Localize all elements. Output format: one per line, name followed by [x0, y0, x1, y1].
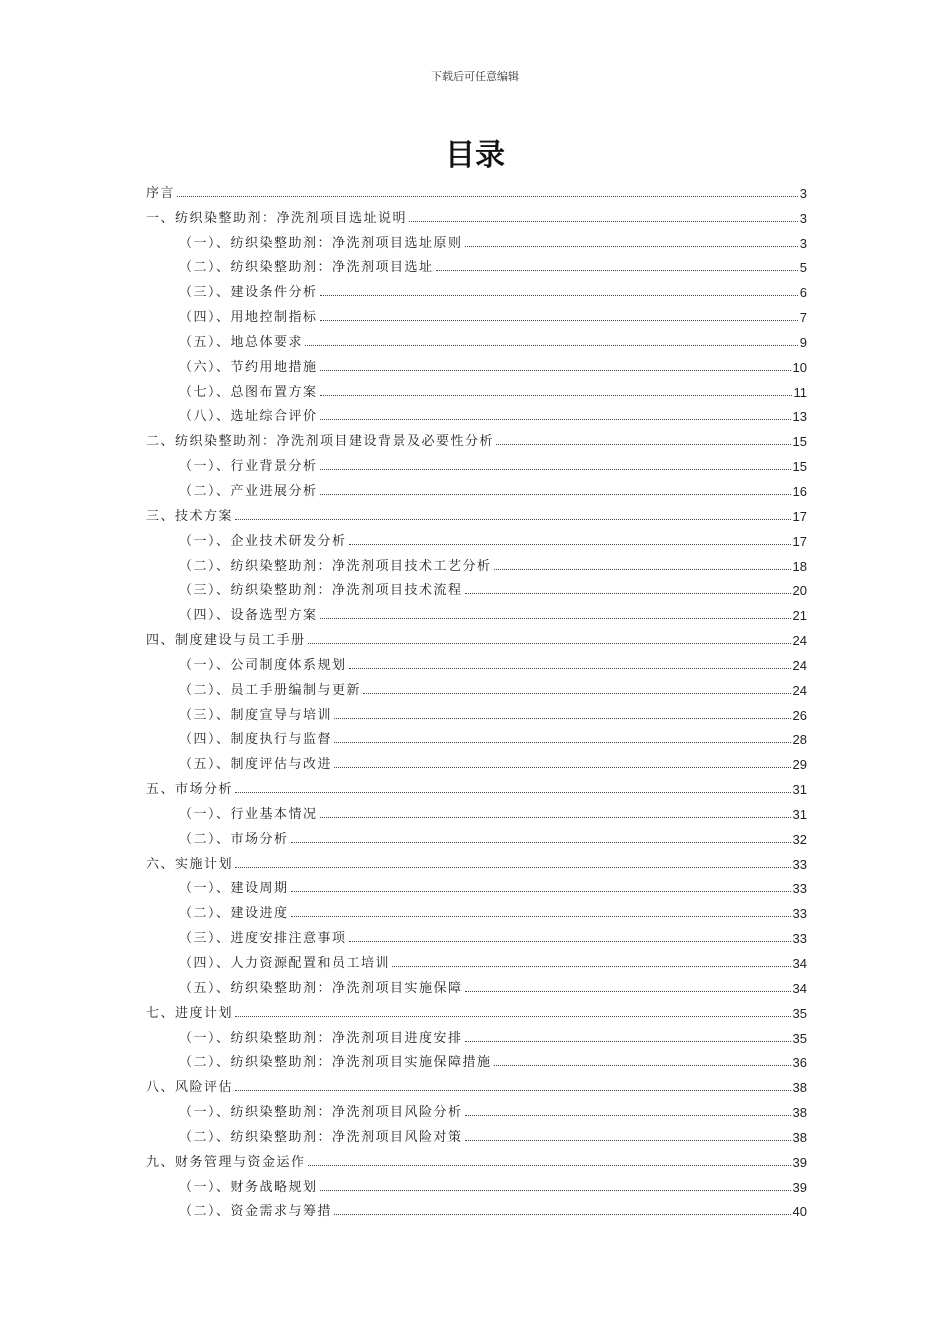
dot-leader: [320, 816, 791, 818]
toc-entry-page-number: 31: [792, 782, 807, 798]
toc-entry[interactable]: [146, 1170, 807, 1195]
toc-entry[interactable]: [146, 921, 807, 946]
dot-leader: [320, 369, 791, 371]
toc-entry-page-number: 9: [799, 334, 807, 350]
dot-leader: [235, 1089, 791, 1091]
toc-entry-page-number: 3: [799, 185, 807, 201]
dot-leader: [465, 1040, 791, 1042]
dot-leader: [235, 518, 791, 520]
dot-leader: [496, 443, 791, 445]
header-note: 下载后可任意编辑: [431, 70, 519, 83]
dot-leader: [465, 1139, 791, 1141]
toc-entry[interactable]: [146, 946, 807, 971]
toc-entry-label: （五）、纺织染整助剂：净洗剂项目实施保障: [179, 980, 463, 996]
toc-entry-label: 九、财务管理与资金运作: [146, 1154, 306, 1170]
dot-leader: [320, 418, 791, 420]
dot-leader: [308, 642, 791, 644]
toc-entry[interactable]: [146, 574, 807, 599]
toc-entry-page-number: 33: [792, 881, 807, 897]
toc-entry[interactable]: [146, 971, 807, 996]
dot-leader: [409, 220, 798, 222]
toc-entry[interactable]: [146, 1046, 807, 1071]
dot-leader: [465, 1114, 791, 1116]
toc-entry-label: （四）、用地控制指标: [179, 310, 318, 326]
toc-entry-page-number: 24: [792, 633, 807, 649]
toc-entry-page-number: 33: [792, 931, 807, 947]
toc-entry[interactable]: [146, 1195, 807, 1220]
dot-leader: [349, 543, 791, 545]
toc-entry-label: （四）、制度执行与监督: [179, 732, 333, 748]
toc-entry-label: （一）、纺织染整助剂：净洗剂项目选址原则: [179, 235, 463, 251]
toc-entry-page-number: 26: [792, 707, 807, 723]
toc-entry[interactable]: [146, 598, 807, 623]
toc-entry[interactable]: [146, 772, 807, 797]
toc-entry-page-number: 3: [799, 235, 807, 251]
toc-entry[interactable]: [146, 1095, 807, 1120]
toc-entry-page-number: 20: [792, 583, 807, 599]
toc-entry[interactable]: [146, 872, 807, 897]
toc-entry-page-number: 35: [792, 1005, 807, 1021]
toc-entry-page-number: 39: [792, 1154, 807, 1170]
toc-entry[interactable]: [146, 176, 807, 201]
toc-entry-label: （一）、行业背景分析: [179, 459, 318, 475]
toc-entry-page-number: 21: [792, 608, 807, 624]
toc-entry-label: （三）、纺织染整助剂：净洗剂项目技术流程: [179, 583, 463, 599]
toc-entry-page-number: 35: [792, 1030, 807, 1046]
toc-entry[interactable]: [146, 400, 807, 425]
toc-entry-page-number: 18: [792, 558, 807, 574]
dot-leader: [320, 493, 791, 495]
toc-list: [146, 176, 807, 1219]
toc-entry-label: 序言: [146, 185, 176, 201]
toc-entry-label: （二）、建设进度: [179, 906, 289, 922]
toc-entry[interactable]: [146, 300, 807, 325]
toc-entry-page-number: 40: [792, 1204, 807, 1220]
dot-leader: [177, 195, 798, 197]
toc-entry-label: （五）、地总体要求: [179, 334, 304, 350]
toc-entry[interactable]: [146, 449, 807, 474]
toc-entry-label: （一）、纺织染整助剂：净洗剂项目风险分析: [179, 1105, 463, 1121]
toc-entry-label: （一）、公司制度体系规划: [179, 657, 347, 673]
toc-entry-page-number: 7: [799, 310, 807, 326]
toc-entry-label: （三）、建设条件分析: [179, 285, 318, 301]
toc-entry-page-number: 10: [792, 359, 807, 375]
toc-entry[interactable]: [146, 424, 807, 449]
toc-entry-label: （三）、进度安排注意事项: [179, 931, 347, 947]
toc-entry[interactable]: [146, 499, 807, 524]
dot-leader: [334, 741, 791, 743]
toc-entry[interactable]: [146, 623, 807, 648]
dot-leader: [320, 1189, 791, 1191]
dot-leader: [363, 692, 791, 694]
toc-entry-page-number: 5: [799, 260, 807, 276]
toc-entry-page-number: 36: [792, 1055, 807, 1071]
toc-entry[interactable]: [146, 251, 807, 276]
toc-entry[interactable]: [146, 723, 807, 748]
toc-entry-label: （四）、人力资源配置和员工培训: [179, 956, 391, 971]
toc-entry-page-number: 24: [792, 682, 807, 698]
toc-entry-label: 一、纺织染整助剂：净洗剂项目选址说明: [146, 210, 408, 226]
toc-entry[interactable]: [146, 747, 807, 772]
dot-leader: [349, 940, 791, 942]
dot-leader: [392, 965, 791, 967]
toc-entry-page-number: 33: [792, 906, 807, 922]
toc-entry-label: （二）、纺织染整助剂：净洗剂项目风险对策: [179, 1129, 463, 1145]
toc-entry-page-number: 34: [792, 956, 807, 971]
toc-entry-page-number: 38: [792, 1129, 807, 1145]
toc-entry-page-number: 32: [792, 831, 807, 847]
dot-leader: [465, 592, 791, 594]
toc-entry[interactable]: [146, 896, 807, 921]
dot-leader: [320, 319, 798, 321]
dot-leader: [334, 766, 791, 768]
toc-entry-label: 二、纺织染整助剂：净洗剂项目建设背景及必要性分析: [146, 434, 495, 450]
toc-entry-label: （二）、资金需求与筹措: [179, 1204, 333, 1220]
toc-entry[interactable]: [146, 1021, 807, 1046]
toc-entry-label: 四、制度建设与员工手册: [146, 633, 306, 649]
toc-entry-page-number: 28: [792, 732, 807, 748]
toc-entry[interactable]: [146, 375, 807, 400]
dot-leader: [320, 294, 798, 296]
toc-entry-page-number: 17: [792, 508, 807, 524]
toc-entry[interactable]: [146, 673, 807, 698]
toc-entry-label: （二）、产业进展分析: [179, 483, 318, 499]
toc-entry-label: （一）、财务战略规划: [179, 1179, 318, 1195]
toc-entry[interactable]: [146, 1070, 807, 1095]
toc-entry-page-number: 38: [792, 1080, 807, 1096]
toc-entry[interactable]: [146, 549, 807, 574]
dot-leader: [436, 269, 798, 271]
toc-entry-label: （六）、节约用地措施: [179, 359, 318, 375]
toc-entry[interactable]: [146, 822, 807, 847]
dot-leader: [320, 617, 791, 619]
toc-entry-page-number: 16: [792, 483, 807, 499]
toc-entry-page-number: 24: [792, 657, 807, 673]
dot-leader: [291, 915, 791, 917]
dot-leader: [308, 1164, 791, 1166]
toc-entry-label: （一）、纺织染整助剂：净洗剂项目进度安排: [179, 1030, 463, 1046]
toc-entry-label: （一）、建设周期: [179, 881, 289, 897]
toc-entry-label: （四）、设备选型方案: [179, 608, 318, 624]
toc-entry[interactable]: [146, 797, 807, 822]
dot-leader: [320, 394, 792, 396]
toc-entry-page-number: 3: [799, 210, 807, 226]
dot-leader: [465, 990, 791, 992]
toc-entry-label: （二）、纺织染整助剂：净洗剂项目技术工艺分析: [179, 558, 492, 574]
dot-leader: [291, 841, 791, 843]
toc-entry[interactable]: [146, 648, 807, 673]
toc-entry-page-number: 31: [792, 806, 807, 822]
toc-entry[interactable]: [146, 996, 807, 1021]
dot-leader: [291, 890, 791, 892]
toc-entry-label: 三、技术方案: [146, 508, 234, 524]
toc-entry-page-number: 38: [792, 1105, 807, 1121]
dot-leader: [235, 866, 791, 868]
toc-entry[interactable]: [146, 275, 807, 300]
toc-entry-label: （八）、选址综合评价: [179, 409, 318, 425]
toc-entry-label: （二）、纺织染整助剂：净洗剂项目实施保障措施: [179, 1055, 492, 1071]
toc-entry-page-number: 11: [793, 384, 807, 400]
toc-entry[interactable]: [146, 350, 807, 375]
toc-entry-label: （二）、市场分析: [179, 831, 289, 847]
toc-entry-label: 五、市场分析: [146, 782, 234, 798]
toc-entry[interactable]: [146, 698, 807, 723]
toc-entry-label: 八、风险评估: [146, 1080, 234, 1096]
dot-leader: [334, 1213, 791, 1215]
toc-entry-page-number: 39: [792, 1179, 807, 1195]
toc-entry[interactable]: [146, 474, 807, 499]
toc-entry[interactable]: [146, 201, 807, 226]
toc-entry-page-number: 17: [792, 533, 807, 549]
toc-entry-page-number: 13: [792, 409, 807, 425]
toc-entry-label: （一）、行业基本情况: [179, 806, 318, 822]
page-title: 目录: [445, 138, 505, 173]
toc-entry-label: 六、实施计划: [146, 856, 234, 872]
dot-leader: [494, 1064, 791, 1066]
toc-entry-page-number: 15: [792, 459, 807, 475]
dot-leader: [235, 1015, 791, 1017]
toc-entry-label: （一）、企业技术研发分析: [179, 533, 347, 549]
toc-entry[interactable]: [146, 524, 807, 549]
dot-leader: [465, 245, 798, 247]
dot-leader: [320, 468, 791, 470]
toc-entry-page-number: 34: [792, 980, 807, 996]
toc-entry-label: （七）、总图布置方案: [179, 384, 318, 400]
toc-entry[interactable]: [146, 325, 807, 350]
toc-entry-label: （二）、纺织染整助剂：净洗剂项目选址: [179, 260, 434, 276]
toc-entry-label: （五）、制度评估与改进: [179, 757, 333, 773]
toc-entry-page-number: 6: [799, 285, 807, 301]
toc-entry-page-number: 15: [792, 434, 807, 450]
toc-entry-page-number: 29: [792, 757, 807, 773]
dot-leader: [334, 717, 791, 719]
toc-entry[interactable]: [146, 847, 807, 872]
dot-leader: [494, 568, 791, 570]
toc-entry-page-number: 33: [792, 856, 807, 872]
dot-leader: [349, 667, 791, 669]
toc-entry-label: 七、进度计划: [146, 1005, 234, 1021]
toc-entry[interactable]: [146, 1120, 807, 1145]
toc-entry[interactable]: [146, 1145, 807, 1170]
dot-leader: [305, 344, 798, 346]
toc-entry[interactable]: [146, 226, 807, 251]
dot-leader: [235, 791, 791, 793]
toc-entry-label: （二）、员工手册编制与更新: [179, 682, 362, 698]
toc-entry-label: （三）、制度宣导与培训: [179, 707, 333, 723]
